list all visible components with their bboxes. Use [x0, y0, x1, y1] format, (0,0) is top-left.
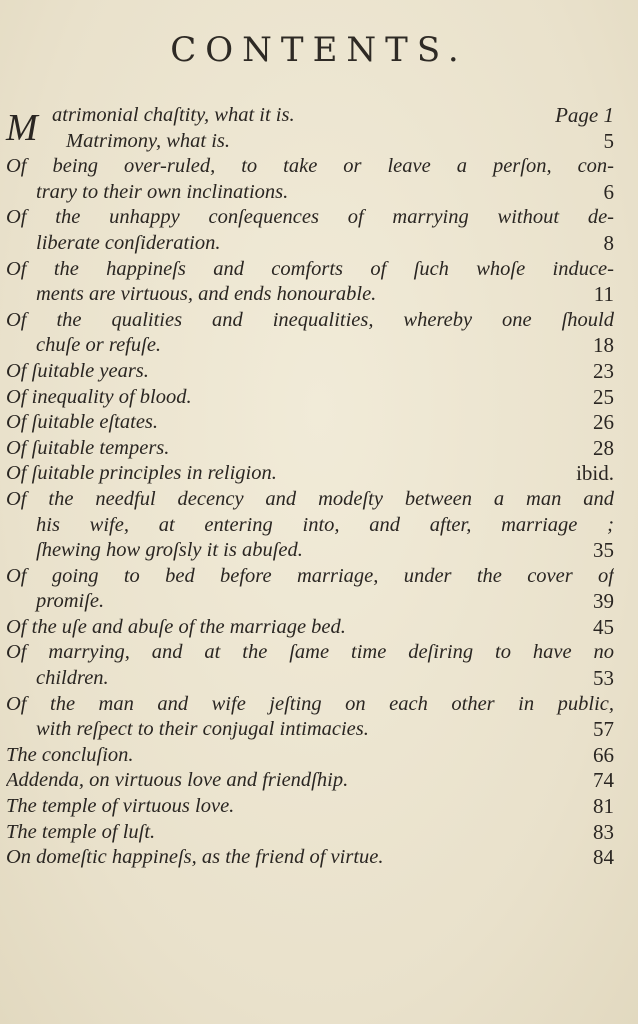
entry-line: Of ſuitable principles in religion.	[6, 462, 277, 485]
page-number: 8	[603, 230, 614, 255]
entry-line: The temple of virtuous love.	[6, 795, 235, 818]
page-number: 83	[593, 819, 614, 844]
contents-entry	[6, 103, 614, 154]
entry-line: children.	[36, 667, 109, 690]
entry-line: Of the man and wife jeſting on each other in public,	[6, 692, 614, 715]
page-number: ibid.	[576, 461, 614, 486]
entry-line: Addenda, on virtuous love and friendſhip.	[6, 769, 349, 792]
page-number: 18	[593, 333, 614, 358]
contents-entry	[6, 308, 614, 359]
entry-line: Of ſuitable tempers.	[6, 436, 170, 459]
page-number: 25	[593, 384, 614, 409]
page-number: 26	[593, 410, 614, 435]
contents-entry	[6, 820, 614, 846]
page-number: 39	[593, 589, 614, 614]
entry-text: atrimonial chaſtity, what it is.	[52, 104, 295, 126]
contents-entry	[6, 794, 614, 820]
entry-line: The temple of luſt.	[6, 820, 156, 843]
page-number: 35	[593, 538, 614, 563]
entry-line: Of the qualities and inequalities, whereby one ſhould	[6, 308, 614, 331]
entry-line: Of ſuitable eſtates.	[6, 411, 159, 434]
page-label: Page 1	[555, 103, 614, 127]
page-title: CONTENTS.	[170, 30, 468, 70]
contents-entry	[6, 385, 614, 411]
entry-line: with reſpect to their conjugal intimacies.	[36, 718, 369, 741]
page-number: 28	[593, 435, 614, 460]
entry-text: Matrimony, what is.	[66, 129, 231, 152]
page-number: 23	[593, 358, 614, 383]
contents-entry	[6, 768, 614, 794]
page-number: 5	[603, 128, 614, 153]
contents-entry	[6, 154, 614, 205]
contents-entry	[6, 205, 614, 256]
entry-line: On domeſtic happineſs, as the friend of virtue.	[6, 846, 384, 869]
contents-entry	[6, 564, 614, 615]
entry-line: chuſe or refuſe.	[36, 334, 162, 357]
entry-line: Of ſuitable years.	[6, 359, 149, 382]
contents-entry	[6, 692, 614, 743]
drop-cap-letter: M	[6, 107, 38, 149]
entry-line: Of the needful decency and modeſty between a man and	[6, 487, 614, 510]
entry-line: Of being over-ruled, to take or leave a perſon, con-	[6, 155, 614, 178]
contents-list	[6, 103, 614, 871]
page-number: 81	[593, 794, 614, 819]
page-number: 57	[593, 717, 614, 742]
contents-entry	[6, 487, 614, 564]
contents-entry	[6, 743, 614, 769]
contents-entry	[6, 359, 614, 385]
page-number: 6	[603, 179, 614, 204]
entry-line: promiſe.	[36, 590, 105, 613]
page-number: 66	[593, 742, 614, 767]
contents-entry	[6, 410, 614, 436]
entry-line: Of inequality of blood.	[6, 385, 192, 408]
page-number: 74	[593, 768, 614, 793]
contents-entry	[6, 461, 614, 487]
page-number: 11	[593, 282, 614, 307]
contents-entry	[6, 257, 614, 308]
entry-line: Of going to bed before marriage, under the cover of	[6, 564, 614, 587]
entry-line: Of marrying, and at the ſame time deſiring to have no	[6, 641, 614, 664]
entry-line: Of the unhappy conſequences of marrying without de-	[6, 206, 614, 229]
entry-line: The concluſion.	[6, 743, 134, 766]
contents-entry	[6, 436, 614, 462]
entry-line: trary to their own inclinations.	[36, 180, 289, 203]
entry-line: ſhewing how groſsly it is abuſed.	[36, 539, 303, 562]
page-number: 45	[593, 614, 614, 639]
entry-line: ments are virtuous, and ends honourable.	[36, 283, 377, 306]
page-number: 84	[593, 845, 614, 870]
entry-line: his wife, at entering into, and after, marriage ;	[36, 513, 614, 536]
entry-line: liberate conſideration.	[36, 231, 221, 254]
contents-entry	[6, 615, 614, 641]
entry-line: Of the uſe and abuſe of the marriage bed.	[6, 615, 346, 638]
page-number: 53	[593, 666, 614, 691]
entry-line: Of the happineſs and comforts of ſuch whoſe induce-	[6, 257, 614, 280]
contents-entry	[6, 640, 614, 691]
contents-entry	[6, 845, 614, 871]
